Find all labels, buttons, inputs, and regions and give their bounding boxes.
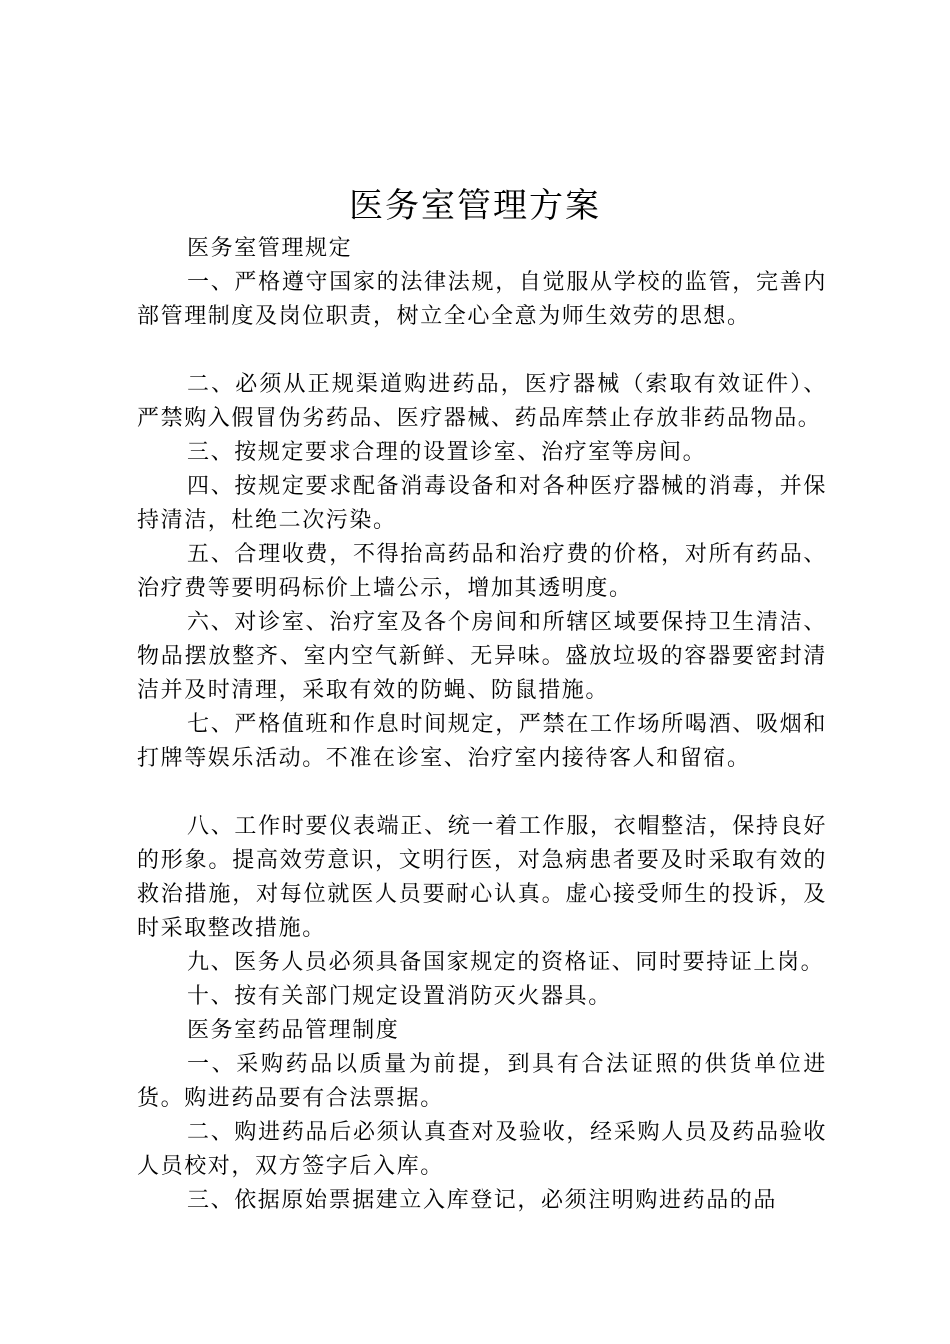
paragraph: 七、严格值班和作息时间规定，严禁在工作场所喝酒、吸烟和打牌等娱乐活动。不准在诊室、治疗室内接待客人和留宿。 (137, 712, 827, 771)
paragraph: 三、按规定要求合理的设置诊室、治疗室等房间。 (187, 440, 707, 465)
paragraph: 四、按规定要求配备消毒设备和对各种医疗器械的消毒，并保持清洁，杜绝二次污染。 (137, 474, 827, 533)
paragraph: 三、依据原始票据建立入库登记，必须注明购进药品的品 (187, 1188, 778, 1213)
paragraph: 六、对诊室、治疗室及各个房间和所辖区域要保持卫生清洁、物品摆放整齐、室内空气新鲜、无异味。盛放垃圾的容器要密封清洁并及时清理，采取有效的防蝇、防鼠措施。 (137, 610, 827, 703)
paragraph: 二、购进药品后必须认真查对及验收，经采购人员及药品验收人员校对，双方签字后入库。 (137, 1120, 827, 1179)
paragraph: 十、按有关部门规定设置消防灭火器具。 (187, 984, 612, 1009)
section-heading: 医务室管理规定 (187, 236, 353, 261)
paragraph: 一、采购药品以质量为前提，到具有合法证照的供货单位进货。购进药品要有合法票据。 (137, 1052, 827, 1111)
paragraph: 一、严格遵守国家的法律法规，自觉服从学校的监管，完善内部管理制度及岗位职责，树立全心全意为师生效劳的思想。 (137, 270, 827, 329)
paragraph: 五、合理收费，不得抬高药品和治疗费的价格，对所有药品、治疗费等要明码标价上墙公示，增加其透明度。 (137, 542, 827, 601)
document-title: 医务室管理方案 (349, 186, 601, 226)
document-body (137, 232, 827, 1218)
paragraph: 八、工作时要仪表端正、统一着工作服，衣帽整洁，保持良好的形象。提高效劳意识，文明行医，对急病患者要及时采取有效的救治措施，对每位就医人员要耐心认真。虚心接受师生的投诉，及时采取整改措施。 (137, 814, 827, 941)
paragraph: 二、必须从正规渠道购进药品，医疗器械（索取有效证件）、严禁购入假冒伪劣药品、医疗器械、药品库禁止存放非药品物品。 (137, 372, 827, 431)
section-heading: 医务室药品管理制度 (187, 1018, 400, 1043)
paragraph: 九、医务人员必须具备国家规定的资格证、同时要持证上岗。 (187, 950, 825, 975)
